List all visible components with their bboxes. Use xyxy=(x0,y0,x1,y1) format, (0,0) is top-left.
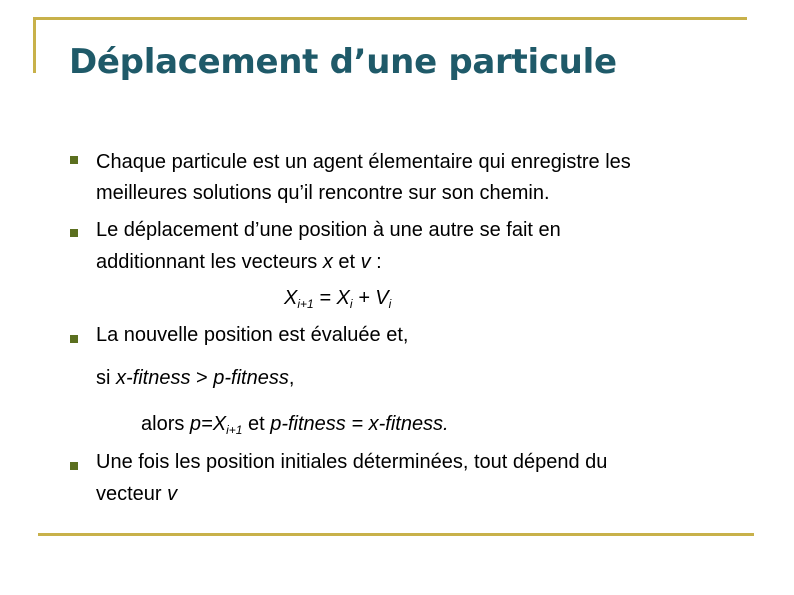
bullet-2-line-2 xyxy=(96,250,382,274)
formula-x: X xyxy=(284,287,298,309)
then-p: p=X xyxy=(189,413,227,435)
and-text: et xyxy=(332,251,361,273)
cond-comma: , xyxy=(288,367,295,389)
bullet-3-line-1: La nouvelle position est évaluée et, xyxy=(96,324,409,346)
formula-xi-sub: i xyxy=(349,297,353,311)
then-alors: alors xyxy=(141,413,190,435)
cond-gt: > xyxy=(190,367,214,389)
frame-top-rule xyxy=(33,17,747,20)
var-v: v xyxy=(360,251,371,273)
formula-x-sub: i+1 xyxy=(297,297,314,311)
formula-plus: + V xyxy=(352,287,389,309)
condition-line xyxy=(96,366,294,390)
slide-title: Déplacement d’une particule xyxy=(69,42,617,82)
consequence-line xyxy=(141,412,449,436)
bullet-1-line-2: meilleures solutions qu’il rencontre sur son chemin. xyxy=(96,182,550,204)
bullet-2-line-1: Le déplacement d’une position à une autre se fait en xyxy=(96,219,561,241)
cond-p-fitness: p-fitness xyxy=(213,367,289,389)
colon-text: : xyxy=(370,251,382,273)
then-assign: p-fitness = x-fitness. xyxy=(270,413,449,435)
then-sub: i+1 xyxy=(226,423,243,437)
bullet-2-text: additionnant les vecteurs xyxy=(96,251,323,273)
bullet-4-text: vecteur xyxy=(96,483,168,505)
cond-x-fitness: x-fitness xyxy=(116,367,191,389)
bullet-square-icon xyxy=(70,229,78,237)
var-x: x xyxy=(322,251,333,273)
frame-left-rule xyxy=(33,17,36,73)
bullet-1-line-1: Chaque particule est un agent élementaire qui enregistre les xyxy=(96,151,631,173)
bullet-4-line-1: Une fois les position initiales déterminées, tout dépend du xyxy=(96,451,608,473)
then-and: et xyxy=(242,413,271,435)
bullet-4-line-2 xyxy=(96,482,177,506)
bullet-square-icon xyxy=(70,462,78,470)
frame-bottom-rule xyxy=(38,533,754,536)
formula-eq: = X xyxy=(313,287,350,309)
var-v: v xyxy=(167,483,178,505)
bullet-square-icon xyxy=(70,335,78,343)
update-formula xyxy=(284,286,391,310)
bullet-square-icon xyxy=(70,156,78,164)
formula-vi-sub: i xyxy=(388,297,392,311)
cond-si: si xyxy=(96,367,116,389)
